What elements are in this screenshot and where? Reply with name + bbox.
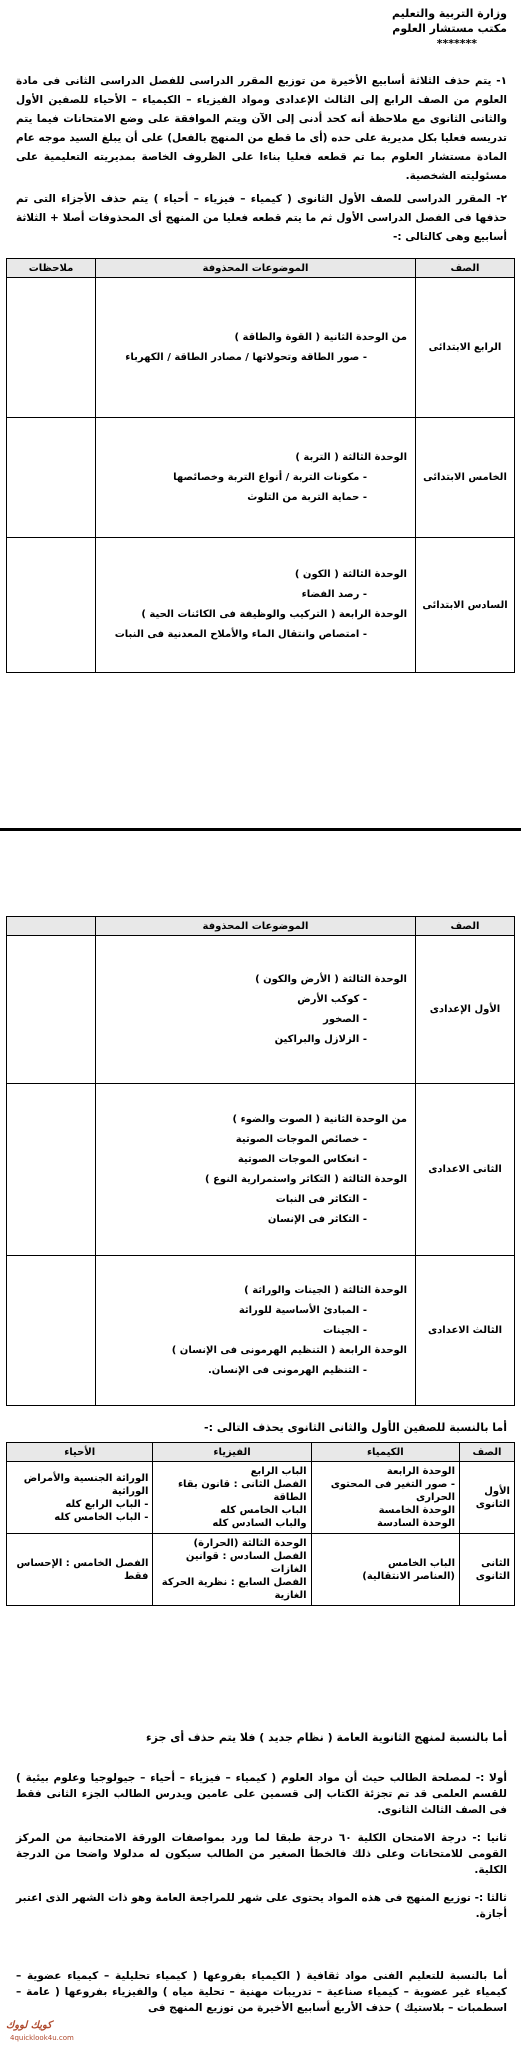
class-cell: الأول الإعدادى: [416, 936, 515, 1084]
col-class-header: الصف: [416, 259, 515, 278]
topic-item: - المبادئ الأساسية للوراثة: [100, 1301, 407, 1321]
site-logo: كويك لووك: [6, 2020, 52, 2031]
topic-item: - التكاثر فى الإنسان: [100, 1210, 407, 1230]
table-row: [7, 936, 515, 1084]
unit-heading: الوحدة الثالثة ( الأرض والكون ): [255, 973, 407, 985]
topic-item: - رصد الفضاء: [100, 585, 407, 605]
table-row: [7, 1534, 515, 1606]
topic-item: - الزلازل والبراكين: [100, 1030, 407, 1050]
stars-divider: *******: [436, 37, 477, 50]
secondary-section-title: أما بالنسبة للصفين الأول والثانى الثانوى يحذف التالى :-: [204, 1421, 507, 1434]
chemistry-cell: الوحدة الرابعة - صور التغير فى المحتوى الحرارى الوحدة الخامسة الوحدة السادسة: [311, 1462, 459, 1534]
notes-cell: [7, 538, 96, 673]
topic-item: - الصخور: [100, 1010, 407, 1030]
topic-item: - انعكاس الموجات الصوتية: [100, 1150, 407, 1170]
unit-heading: الوحدة الرابعة ( التركيب والوظيفة فى الكائنات الحية ): [141, 609, 407, 620]
point-second: ثانيا :- درجة الامتحان الكلية ٦٠ درجة طبقا لما ورد بمواصفات الورقة الامتحانية من المركز القومى للامتحانات وعلى ذلك فالخطأ الصغير من الطالب سيكون له مدلولا واضحا من الدرجة الكلية.: [16, 1832, 507, 1876]
unit-heading: من الوحدة الثانية ( الصوت والضوء ): [232, 1113, 407, 1125]
table-row: [7, 278, 515, 418]
biology-cell: الفصل الخامس : الإحساس فقط: [7, 1534, 153, 1606]
topic-item: - مكونات التربة / أنواع التربة وخصائصها: [100, 468, 407, 488]
class-cell: الثانى الاعدادى: [416, 1084, 515, 1256]
topics-cell: [96, 936, 416, 1084]
office-name: مكتب مستشار العلوم: [392, 22, 507, 35]
table-row: [7, 1084, 515, 1256]
class-cell: الأول الثانوى: [460, 1462, 515, 1534]
table-row: [7, 1462, 515, 1534]
biology-cell: الوراثة الجنسية والأمراض الوراثية - الباب الرابع كله - الباب الخامس كله: [7, 1462, 153, 1534]
col-biology-header: الأحياء: [7, 1443, 153, 1462]
topics-cell: [96, 538, 416, 673]
unit-heading: الوحدة الثالثة ( الكون ): [294, 569, 407, 580]
table-row: [7, 1256, 515, 1406]
topic-item: - حماية التربة من التلوث: [100, 488, 407, 508]
physics-cell: الباب الرابع الفصل الثانى : قانون بقاء الطاقة الباب الخامس كله والباب السادس كله: [153, 1462, 311, 1534]
col-class-header: الصف: [460, 1443, 515, 1462]
intro-paragraph-2: ٢- المقرر الدراسى للصف الأول الثانوى ( كيمياء – فيزياء – أحياء ) يتم حذف الأجزاء التى تم حذفها فى الفصل الدراسى الأول ثم ما يتم قطعه فعليا من المنهج أى المحذوفات أصلا + الثلاثة أسابيع وهى كالتالى :-: [16, 193, 507, 243]
col-empty-header: [7, 917, 96, 936]
unit-heading: الوحدة الثالثة ( الجينات والوراثة ): [244, 1284, 407, 1296]
table-row: [7, 538, 515, 673]
unit-heading: الوحدة الثالثة ( التكاثر واستمرارية النوع ): [205, 1173, 407, 1185]
point-first: أولا :- لمصلحة الطالب حيث أن مواد العلوم ( كيمياء – فيزياء – أحياء – جيولوجيا وعلوم بيئية ) للقسم العلمى قد تم تجزئة الكتاب إلى قسمين على عامين ويدرس الطالب الجزء الثانى فقط فى الصف الثالث الثانوى.: [16, 1772, 507, 1816]
col-class-header: الصف: [416, 917, 515, 936]
unit-heading: من الوحدة الثانية ( القوة والطاقة ): [234, 331, 407, 343]
deleted-topics-table-primary: [6, 258, 515, 673]
topic-item: - كوكب الأرض: [100, 990, 407, 1010]
table-row: [7, 418, 515, 538]
class-cell: الثانى الثانوى: [460, 1534, 515, 1606]
unit-heading: الوحدة الرابعة ( التنظيم الهرمونى فى الإنسان ): [171, 1344, 407, 1356]
point-third: ثالثا :- توزيع المنهج فى هذه المواد يحتوى على شهر للمراجعة العامة وهو ذات الشهر الذى اعتبر أجازة.: [16, 1892, 507, 1920]
site-url: 4quicklook4u.com: [10, 2034, 74, 2042]
general-secondary-title: أما بالنسبة لمنهج الثانوية العامة ( نظام جديد ) فلا يتم حذف أى جزء: [146, 1731, 507, 1744]
topics-cell: [96, 1084, 416, 1256]
page-break: [0, 828, 521, 831]
unit-heading: الوحدة الثالثة ( التربة ): [295, 451, 407, 463]
col-topics-header: الموضوعات المحذوفة: [96, 259, 416, 278]
class-cell: الرابع الابتدائى: [416, 278, 515, 418]
topics-cell: [96, 278, 416, 418]
secondary-deleted-table: [6, 1442, 515, 1606]
col-physics-header: الفيزياء: [153, 1443, 311, 1462]
letterhead: [392, 6, 507, 51]
class-cell: الخامس الابتدائى: [416, 418, 515, 538]
col-notes-header: ملاحظات: [7, 259, 96, 278]
ministry-name: وزارة التربية والتعليم: [392, 7, 507, 20]
notes-cell: [7, 1256, 96, 1406]
physics-cell: الوحدة الثالثة (الحرارة) الفصل السادس : قوانين الغازات الفصل السابع : نظرية الحركة الغازية: [153, 1534, 311, 1606]
notes-cell: [7, 418, 96, 538]
notes-cell: [7, 278, 96, 418]
notes-cell: [7, 1084, 96, 1256]
intro-paragraph-1: ١- يتم حذف الثلاثة أسابيع الأخيرة من توزيع المقرر الدراسى للفصل الدراسى الثانى فى مادة العلوم من الصف الرابع إلى الثالث الإعدادى ومواد الفيزياء – الكيمياء – الأحياء للصفين الأول والثانى الثانوى مع ملاحظة أنه كحد أدنى إلى الآن ويتم الموافقة على وضع الامتحانات فيما يتم تدريسه فعليا بكل مديرية على حده (أى ما قطع من المنهج بالفعل) على أن يبلغ السيد موجه عام المادة مستشار العلوم بما تم قطعه فعليا بناءا على الظروف الخاصة بمديريته التعليمية على مسئوليته الشخصية.: [16, 75, 507, 182]
topic-item: - امتصاص وانتقال الماء والأملاح المعدنية فى النبات: [100, 625, 407, 645]
notes-cell: [7, 936, 96, 1084]
topic-item: - الجينات: [100, 1321, 407, 1341]
class-cell: السادس الابتدائى: [416, 538, 515, 673]
col-chemistry-header: الكيمياء: [311, 1443, 459, 1462]
topics-cell: [96, 1256, 416, 1406]
deleted-topics-table-preparatory: [6, 916, 515, 1406]
chemistry-cell: الباب الخامس (العناصر الانتقالية): [311, 1534, 459, 1606]
topic-item: - صور الطاقة وتحولاتها / مصادر الطاقة / الكهرباء: [100, 348, 407, 368]
topic-item: - خصائص الموجات الصوتية: [100, 1130, 407, 1150]
topics-cell: [96, 418, 416, 538]
col-topics-header: الموضوعات المحذوفة: [96, 917, 416, 936]
technical-education-paragraph: أما بالنسبة للتعليم الفنى مواد ثقافية ( الكيمياء بفروعها ( كيمياء تحليلية – كيمياء عضوية – كيمياء غير عضوية – كيمياء صناعية – تدريبات مهنية – تحلية مياه ) والفيزياء بفروعها ( عامة – اسطمبات – بلاستيك ) حذف الأربع أسابيع الأخيرة من توزيع المنهج فى: [16, 1970, 507, 2014]
class-cell: الثالث الاعدادى: [416, 1256, 515, 1406]
topic-item: - التكاثر فى النبات: [100, 1190, 407, 1210]
topic-item: - التنظيم الهرمونى فى الإنسان.: [100, 1361, 407, 1381]
